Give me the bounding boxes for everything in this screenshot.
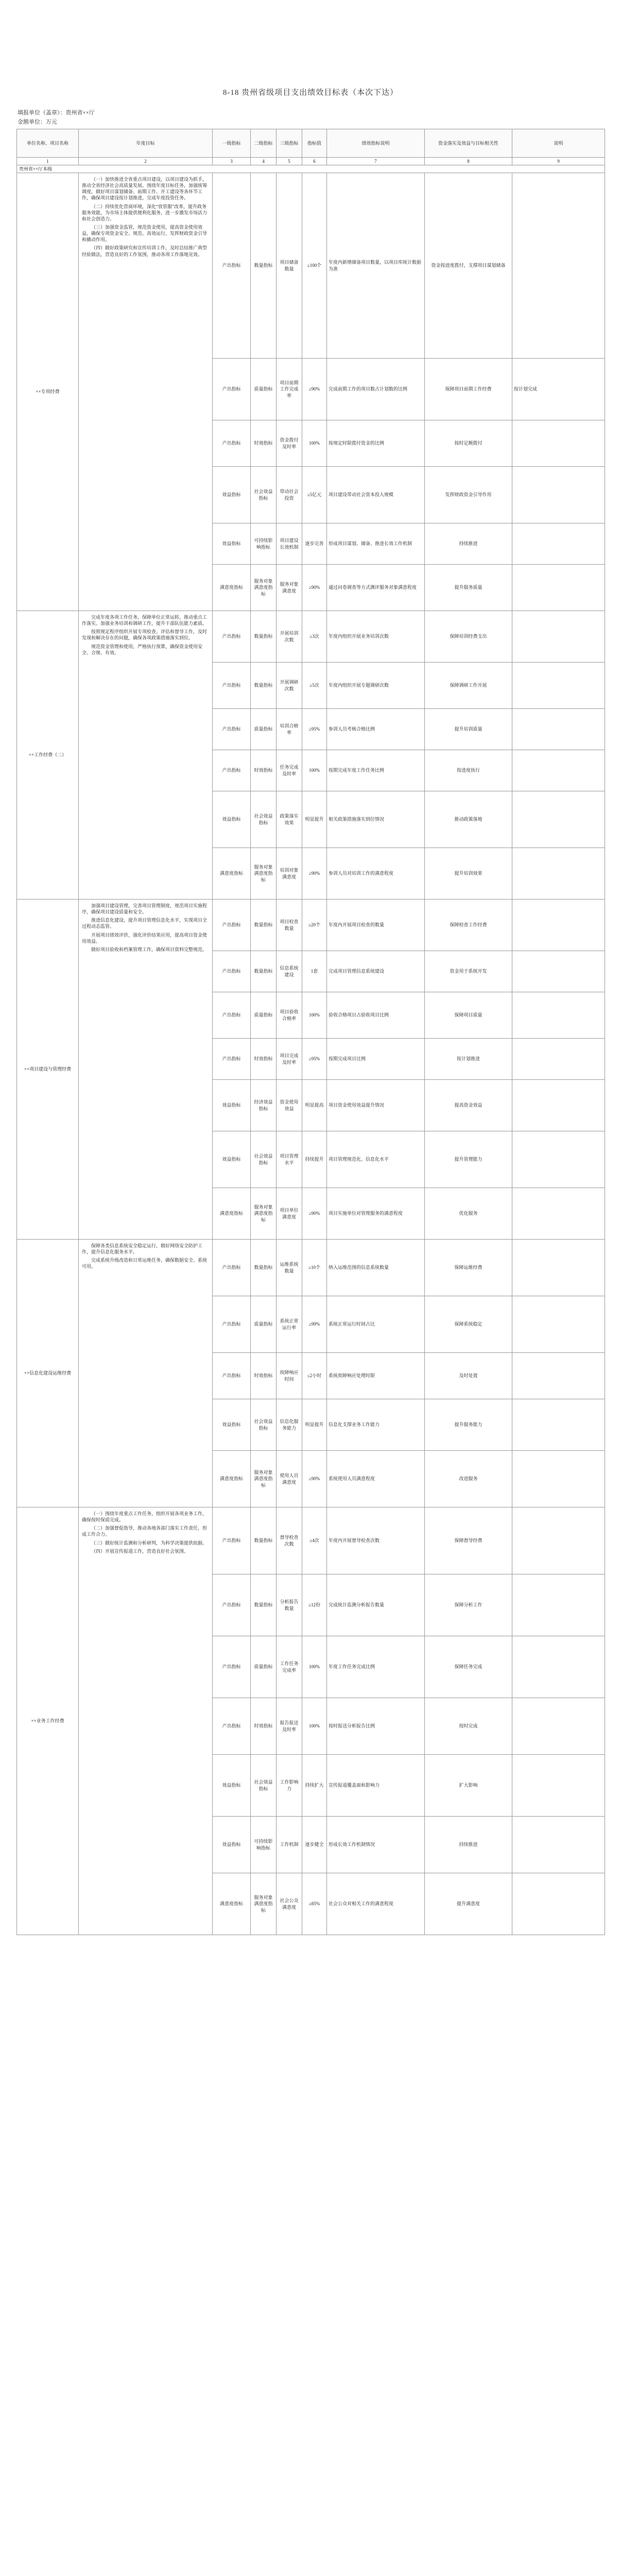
level2-indicator-cell: 数量指标 — [251, 663, 277, 709]
fund-relevance-cell: 持续推进 — [425, 1817, 512, 1873]
filling-unit: 填报单位（盖章）：贵州省××厅 — [18, 110, 95, 116]
indicator-description-cell: 年度内组织开展专题调研次数 — [327, 663, 425, 709]
indicator-description-cell: 信息化支撑业务工作能力 — [327, 1399, 425, 1451]
level1-indicator-cell: 效益指标 — [213, 791, 251, 848]
level1-indicator-cell: 产出指标 — [213, 951, 251, 992]
level1-indicator-cell: 效益指标 — [213, 1131, 251, 1188]
indicator-value-cell: 1套 — [302, 951, 327, 992]
project-name-cell: ××业务工作经费 — [17, 1507, 79, 1935]
indicator-description-cell: 纳入运维范围的信息系统数量 — [327, 1240, 425, 1296]
level2-indicator-cell: 质量指标 — [251, 359, 277, 420]
remark-cell — [512, 1698, 605, 1755]
level3-indicator-cell: 政策落实效果 — [277, 791, 302, 848]
indicator-value-cell: 100% — [302, 1698, 327, 1755]
document-title: 8-18 贵州省级项目支出绩效目标表（本次下达） — [222, 89, 399, 97]
index-cell: 2 — [79, 158, 213, 165]
level2-indicator-cell: 经济效益指标 — [251, 1080, 277, 1131]
remark-cell — [512, 1873, 605, 1935]
index-cell: 4 — [251, 158, 277, 165]
level1-indicator-cell: 满意度指标 — [213, 565, 251, 611]
indicator-description-cell: 按期完成年度工作任务比例 — [327, 750, 425, 791]
indicator-description-cell: 项目资金使用效益提升情况 — [327, 1080, 425, 1131]
fund-relevance-cell: 改进服务 — [425, 1451, 512, 1507]
level2-indicator-cell: 社会效益指标 — [251, 1755, 277, 1817]
level3-indicator-cell: 报告报送及时率 — [277, 1698, 302, 1755]
level2-indicator-cell: 质量指标 — [251, 1636, 277, 1698]
fund-relevance-cell: 按计划推进 — [425, 1039, 512, 1080]
index-cell: 8 — [425, 158, 512, 165]
indicator-value-cell: ≥85% — [302, 1873, 327, 1935]
goal-paragraph: （一）围绕年度重点工作任务，组织开展各项业务工作，确保按时保质完成。 — [82, 1511, 208, 1523]
fund-relevance-cell: 保障检查工作经费 — [425, 900, 512, 951]
amount-unit: 金额单位：万元 — [18, 119, 57, 125]
index-cell: 6 — [302, 158, 327, 165]
level2-indicator-cell: 数量指标 — [251, 900, 277, 951]
remark-cell — [512, 565, 605, 611]
table-body — [17, 173, 605, 1935]
indicator-value-cell: 持续提升 — [302, 1131, 327, 1188]
remark-cell: 按计划完成 — [512, 359, 605, 420]
table-row — [17, 1507, 605, 1574]
level2-indicator-cell: 数量指标 — [251, 611, 277, 663]
fund-relevance-cell: 发挥财政资金引导作用 — [425, 467, 512, 523]
header-cell: 说明 — [512, 129, 605, 158]
level1-indicator-cell: 产出指标 — [213, 359, 251, 420]
level3-indicator-cell: 培训合格率 — [277, 709, 302, 750]
indicator-description-cell: 通过问卷调查等方式测评服务对象满意程度 — [327, 565, 425, 611]
indicator-value-cell: ≥10个 — [302, 1240, 327, 1296]
level3-indicator-cell: 资金拨付及时率 — [277, 420, 302, 467]
remark-cell — [512, 1131, 605, 1188]
indicator-description-cell: 参训人员考核合格比例 — [327, 709, 425, 750]
fund-relevance-cell: 按进度执行 — [425, 750, 512, 791]
remark-cell — [512, 173, 605, 359]
level1-indicator-cell: 满意度指标 — [213, 1451, 251, 1507]
level2-indicator-cell: 社会效益指标 — [251, 1399, 277, 1451]
level2-indicator-cell: 数量指标 — [251, 951, 277, 992]
level1-indicator-cell: 产出指标 — [213, 611, 251, 663]
goal-paragraph: （三）加强资金监管，规范资金使用，提高资金使用效益，确保专项资金安全、规范、高效运行，发挥财政资金引导和撬动作用。 — [82, 224, 208, 243]
level3-indicator-cell: 项目管理水平 — [277, 1131, 302, 1188]
indicator-value-cell: ≥90% — [302, 848, 327, 900]
level2-indicator-cell: 服务对象满意度指标 — [251, 1188, 277, 1240]
remark-cell — [512, 1296, 605, 1353]
level3-indicator-cell: 项目建设长效机制 — [277, 523, 302, 565]
goal-paragraph: （三）做好统计监测和分析研判，为科学决策提供依据。 — [91, 1540, 208, 1546]
header-row — [17, 129, 605, 158]
level1-indicator-cell: 产出指标 — [213, 1698, 251, 1755]
remark-cell — [512, 1039, 605, 1080]
fund-relevance-cell: 按时完成 — [425, 1698, 512, 1755]
remark-cell — [512, 1240, 605, 1296]
indicator-value-cell: 逐步完善 — [302, 523, 327, 565]
level2-indicator-cell: 服务对象满意度指标 — [251, 848, 277, 900]
level3-indicator-cell: 故障响应时间 — [277, 1353, 302, 1399]
indicator-description-cell: 项目建设带动社会资本投入规模 — [327, 467, 425, 523]
header-cell: 指标值 — [302, 129, 327, 158]
level3-indicator-cell: 开展调研次数 — [277, 663, 302, 709]
level2-indicator-cell: 质量指标 — [251, 992, 277, 1039]
indicator-description-cell: 完成项目管理信息系统建设 — [327, 951, 425, 992]
level3-indicator-cell: 社会公众满意度 — [277, 1873, 302, 1935]
header-cell: 年度目标 — [79, 129, 213, 158]
index-cell: 7 — [327, 158, 425, 165]
goal-paragraph: 做好项目验收和档案管理工作，确保项目资料完整规范。 — [91, 946, 208, 952]
level2-indicator-cell: 社会效益指标 — [251, 467, 277, 523]
level2-indicator-cell: 质量指标 — [251, 1296, 277, 1353]
annual-goal-cell — [79, 1240, 213, 1507]
fund-relevance-cell: 扩大影响 — [425, 1755, 512, 1817]
remark-cell — [512, 1507, 605, 1574]
remark-cell — [512, 1817, 605, 1873]
annual-goal-cell — [79, 611, 213, 900]
indicator-description-cell: 完成前期工作的项目数占计划数的比例 — [327, 359, 425, 420]
level1-indicator-cell: 产出指标 — [213, 663, 251, 709]
index-cell: 5 — [277, 158, 302, 165]
level2-indicator-cell: 时效指标 — [251, 1698, 277, 1755]
indicator-description-cell: 年度内开展督导检查次数 — [327, 1507, 425, 1574]
level3-indicator-cell: 使用人员满意度 — [277, 1451, 302, 1507]
remark-cell — [512, 420, 605, 467]
header-cell: 资金落实及效益与目标相关性 — [425, 129, 512, 158]
remark-cell — [512, 1636, 605, 1698]
level3-indicator-cell: 资金使用效益 — [277, 1080, 302, 1131]
indicator-description-cell: 验收合格项目占验收项目比例 — [327, 992, 425, 1039]
fund-relevance-cell: 保障运维经费 — [425, 1240, 512, 1296]
index-cell: 1 — [17, 158, 79, 165]
remark-cell — [512, 467, 605, 523]
indicator-value-cell: 明显提高 — [302, 1080, 327, 1131]
indicator-description-cell: 按期完成项目比例 — [327, 1039, 425, 1080]
remark-cell — [512, 523, 605, 565]
level1-indicator-cell: 产出指标 — [213, 1507, 251, 1574]
level1-indicator-cell: 产出指标 — [213, 1636, 251, 1698]
level3-indicator-cell: 项目单位满意度 — [277, 1188, 302, 1240]
level2-indicator-cell: 数量指标 — [251, 1240, 277, 1296]
level3-indicator-cell: 任务完成及时率 — [277, 750, 302, 791]
level2-indicator-cell: 服务对象满意度指标 — [251, 1873, 277, 1935]
fund-relevance-cell: 提升管理能力 — [425, 1131, 512, 1188]
level3-indicator-cell: 工作影响力 — [277, 1755, 302, 1817]
level1-indicator-cell: 效益指标 — [213, 467, 251, 523]
indicator-value-cell: ≥95% — [302, 709, 327, 750]
level1-indicator-cell: 效益指标 — [213, 1755, 251, 1817]
fund-relevance-cell: 提高资金效益 — [425, 1080, 512, 1131]
level2-indicator-cell: 可持续影响指标 — [251, 523, 277, 565]
level1-indicator-cell: 产出指标 — [213, 1296, 251, 1353]
index-cell: 9 — [512, 158, 605, 165]
indicator-description-cell: 项目实施单位对管理服务的满意程度 — [327, 1188, 425, 1240]
fund-relevance-cell: 及时处置 — [425, 1353, 512, 1399]
level3-indicator-cell: 系统正常运行率 — [277, 1296, 302, 1353]
level1-indicator-cell: 产出指标 — [213, 750, 251, 791]
level3-indicator-cell: 带动社会投资 — [277, 467, 302, 523]
indicator-value-cell: ≥90% — [302, 1451, 327, 1507]
remark-cell — [512, 791, 605, 848]
indicator-value-cell: ≥12份 — [302, 1574, 327, 1636]
goal-paragraph: （四）开展宣传报道工作，营造良好社会氛围。 — [91, 1548, 189, 1554]
header-cell: 二级指标 — [251, 129, 277, 158]
table-row — [17, 611, 605, 663]
indicator-description-cell: 相关政策措施落实到位情况 — [327, 791, 425, 848]
level2-indicator-cell: 数量指标 — [251, 1574, 277, 1636]
level1-indicator-cell: 满意度指标 — [213, 1188, 251, 1240]
indicator-value-cell: 逐步健全 — [302, 1817, 327, 1873]
level1-indicator-cell: 产出指标 — [213, 1353, 251, 1399]
level3-indicator-cell: 信息化服务能力 — [277, 1399, 302, 1451]
indicator-value-cell: 100% — [302, 1636, 327, 1698]
indicator-value-cell: 100% — [302, 420, 327, 467]
level3-indicator-cell: 信息系统建设 — [277, 951, 302, 992]
header-cell: 一级指标 — [213, 129, 251, 158]
fund-relevance-cell: 优化服务 — [425, 1188, 512, 1240]
indicator-value-cell: ≤2小时 — [302, 1353, 327, 1399]
remark-cell — [512, 750, 605, 791]
indicator-value-cell: ≥5亿元 — [302, 467, 327, 523]
level2-indicator-cell: 社会效益指标 — [251, 791, 277, 848]
level2-indicator-cell: 时效指标 — [251, 1353, 277, 1399]
level1-indicator-cell: 产出指标 — [213, 1574, 251, 1636]
annual-goal-cell — [79, 173, 213, 611]
indicator-description-cell: 年度工作任务完成比例 — [327, 1636, 425, 1698]
fund-relevance-cell: 保障调研工作开展 — [425, 663, 512, 709]
remark-cell — [512, 611, 605, 663]
fund-relevance-cell: 按时足额拨付 — [425, 420, 512, 467]
level1-indicator-cell: 效益指标 — [213, 523, 251, 565]
level1-indicator-cell: 产出指标 — [213, 992, 251, 1039]
fund-relevance-cell: 提升培训质量 — [425, 709, 512, 750]
indicator-description-cell: 项目管理规范化、信息化水平 — [327, 1131, 425, 1188]
indicator-description-cell: 社会公众对相关工作的满意程度 — [327, 1873, 425, 1935]
level1-indicator-cell: 满意度指标 — [213, 848, 251, 900]
level2-indicator-cell: 时效指标 — [251, 420, 277, 467]
indicator-description-cell: 年度内新增储备项目数量，以项目库统计数据为准 — [327, 173, 425, 359]
level1-indicator-cell: 产出指标 — [213, 420, 251, 467]
level1-indicator-cell: 效益指标 — [213, 1399, 251, 1451]
goal-paragraph: 规范资金管理和使用，严格执行预算，确保资金使用安全、合规、有效。 — [82, 643, 203, 655]
table-row — [17, 1240, 605, 1296]
level3-indicator-cell: 工作机制 — [277, 1817, 302, 1873]
remark-cell — [512, 951, 605, 992]
fund-relevance-cell: 保障任务完成 — [425, 1636, 512, 1698]
fund-relevance-cell: 保障系统稳定 — [425, 1296, 512, 1353]
goal-paragraph: （四）做好政策研究和宣传培训工作，及时总结推广典型经验做法，营造良好的工作氛围，推动各项工作落地见效。 — [82, 245, 208, 257]
fund-relevance-cell: 保障项目质量 — [425, 992, 512, 1039]
level1-indicator-cell: 效益指标 — [213, 1080, 251, 1131]
indicator-value-cell: 100% — [302, 992, 327, 1039]
section-row — [17, 165, 605, 173]
indicator-description-cell: 按时报送分析报告比例 — [327, 1698, 425, 1755]
level1-indicator-cell: 效益指标 — [213, 1817, 251, 1873]
goal-paragraph: （二）持续优化营商环境，深化“放管服”改革，提升政务服务效能，为市场主体提供便利化服务，进一步激发市场活力和社会创造力。 — [82, 204, 208, 222]
section-label: 贵州省××厅本级 — [17, 165, 605, 173]
fund-relevance-cell: 资金按进度拨付，支撑项目谋划储备 — [425, 173, 512, 359]
fund-relevance-cell: 保障督导经费 — [425, 1507, 512, 1574]
indicator-value-cell: 100% — [302, 750, 327, 791]
goal-paragraph: 完成系统升级改造和日常运维任务，确保数据安全、系统可用。 — [82, 1258, 208, 1269]
project-name-cell: ××专项经费 — [17, 173, 79, 611]
indicator-value-cell: 持续扩大 — [302, 1755, 327, 1817]
level3-indicator-cell: 项目检查数量 — [277, 900, 302, 951]
table-row — [17, 900, 605, 951]
indicator-description-cell: 宣传报道覆盖面和影响力 — [327, 1755, 425, 1817]
project-name-cell: ××项目建设与管理经费 — [17, 900, 79, 1240]
indicator-description-cell: 完成统计监测分析报告数量 — [327, 1574, 425, 1636]
indicator-value-cell: ≥95% — [302, 1039, 327, 1080]
remark-cell — [512, 709, 605, 750]
level3-indicator-cell: 开展培训次数 — [277, 611, 302, 663]
indicator-description-cell: 系统故障响应处理时限 — [327, 1353, 425, 1399]
level3-indicator-cell: 运维系统数量 — [277, 1240, 302, 1296]
level2-indicator-cell: 社会效益指标 — [251, 1131, 277, 1188]
goal-paragraph: 加强项目建设管理，完善项目管理制度，规范项目实施程序，确保项目建设质量和安全。 — [82, 903, 208, 915]
fund-relevance-cell: 提升服务质量 — [425, 565, 512, 611]
level3-indicator-cell: 项目前期工作完成率 — [277, 359, 302, 420]
fund-relevance-cell: 持续推进 — [425, 523, 512, 565]
indicator-description-cell: 系统正常运行时间占比 — [327, 1296, 425, 1353]
remark-cell — [512, 848, 605, 900]
level2-indicator-cell: 可持续影响指标 — [251, 1817, 277, 1873]
level1-indicator-cell: 产出指标 — [213, 1240, 251, 1296]
remark-cell — [512, 1399, 605, 1451]
remark-cell — [512, 900, 605, 951]
indicator-description-cell: 年度内开展项目检查的数量 — [327, 900, 425, 951]
indicator-value-cell: ≥100个 — [302, 173, 327, 359]
level1-indicator-cell: 产出指标 — [213, 900, 251, 951]
level3-indicator-cell: 分析报告数量 — [277, 1574, 302, 1636]
level2-indicator-cell: 数量指标 — [251, 1507, 277, 1574]
fund-relevance-cell: 推动政策落地 — [425, 791, 512, 848]
goal-paragraph: （二）加强督促指导，推动各地各部门落实工作责任，形成工作合力。 — [82, 1526, 208, 1537]
remark-cell — [512, 1188, 605, 1240]
indicator-description-cell: 参训人员对培训工作的满意程度 — [327, 848, 425, 900]
level3-indicator-cell: 工作任务完成率 — [277, 1636, 302, 1698]
indicator-description-cell: 形成项目谋划、储备、推进长效工作机制 — [327, 523, 425, 565]
level3-indicator-cell: 项目验收合格率 — [277, 992, 302, 1039]
level2-indicator-cell: 质量指标 — [251, 709, 277, 750]
indicator-value-cell: ≥3次 — [302, 611, 327, 663]
header-cell: 绩效指标说明 — [327, 129, 425, 158]
indicator-value-cell: ≥4次 — [302, 1507, 327, 1574]
project-name-cell: ××工作经费（二） — [17, 611, 79, 900]
annual-goal-cell — [79, 1507, 213, 1935]
level3-indicator-cell: 培训对象满意度 — [277, 848, 302, 900]
indicator-value-cell: ≥90% — [302, 359, 327, 420]
fund-relevance-cell: 提升满意度 — [425, 1873, 512, 1935]
level3-indicator-cell: 督导检查次数 — [277, 1507, 302, 1574]
table-row — [17, 173, 605, 359]
indicator-value-cell: ≥99% — [302, 1296, 327, 1353]
remark-cell — [512, 1574, 605, 1636]
indicator-value-cell: 明显提升 — [302, 791, 327, 848]
index-row — [17, 158, 605, 165]
fund-relevance-cell: 保障培训经费支出 — [425, 611, 512, 663]
project-name-cell: ××信息化建设运维经费 — [17, 1240, 79, 1507]
remark-cell — [512, 1755, 605, 1817]
indicator-description-cell: 系统使用人员满意程度 — [327, 1451, 425, 1507]
remark-cell — [512, 992, 605, 1039]
indicator-value-cell: ≥90% — [302, 565, 327, 611]
header-cell: 单位名称、项目名称 — [17, 129, 79, 158]
fund-relevance-cell: 资金用于系统开发 — [425, 951, 512, 992]
header-cell: 三级指标 — [277, 129, 302, 158]
level2-indicator-cell: 数量指标 — [251, 173, 277, 359]
goal-paragraph: （一）加快推进全省重点项目建设，以项目建设为抓手，推动全省经济社会高质量发展。围绕年度目标任务，加强统筹调度，做好项目谋划储备、前期工作、开工建设等各环节工作，确保项目建设按计划推进，完成年度投资任务。 — [82, 177, 208, 201]
indicator-value-cell: ≥5次 — [302, 663, 327, 709]
goal-paragraph: 按照规定程序组织开展专项检查、评估和督导工作，及时发现和解决存在的问题，确保各项政策措施落实到位。 — [82, 629, 208, 641]
remark-cell — [512, 1451, 605, 1507]
fund-relevance-cell: 提升培训效果 — [425, 848, 512, 900]
indicator-value-cell: ≥20个 — [302, 900, 327, 951]
level2-indicator-cell: 时效指标 — [251, 1039, 277, 1080]
remark-cell — [512, 663, 605, 709]
indicator-description-cell: 按规定时限拨付资金的比例 — [327, 420, 425, 467]
performance-target-table — [16, 129, 605, 1935]
indicator-description-cell: 年度内组织开展业务培训次数 — [327, 611, 425, 663]
level2-indicator-cell: 时效指标 — [251, 750, 277, 791]
indicator-value-cell: ≥90% — [302, 1188, 327, 1240]
level1-indicator-cell: 满意度指标 — [213, 1873, 251, 1935]
goal-paragraph: 推进信息化建设，提升项目管理信息化水平，实现项目全过程动态监管。 — [82, 918, 208, 929]
goal-paragraph: 完成年度各项工作任务，保障单位正常运转，推动重点工作落实。加强业务培训和调研工作，提升干部队伍能力素质。 — [82, 615, 208, 626]
remark-cell — [512, 1353, 605, 1399]
goal-paragraph: 保障各类信息系统安全稳定运行，做好网络安全防护工作，提升信息化服务水平。 — [82, 1243, 203, 1255]
level2-indicator-cell: 服务对象满意度指标 — [251, 1451, 277, 1507]
level1-indicator-cell: 产出指标 — [213, 1039, 251, 1080]
level1-indicator-cell: 产出指标 — [213, 709, 251, 750]
fund-relevance-cell: 提升服务能力 — [425, 1399, 512, 1451]
level2-indicator-cell: 服务对象满意度指标 — [251, 565, 277, 611]
indicator-description-cell: 形成长效工作机制情况 — [327, 1817, 425, 1873]
remark-cell — [512, 1080, 605, 1131]
index-cell: 3 — [213, 158, 251, 165]
level3-indicator-cell: 项目完成及时率 — [277, 1039, 302, 1080]
goal-paragraph: 开展项目绩效评价，强化评价结果应用，提高项目资金使用效益。 — [82, 932, 208, 944]
level3-indicator-cell: 服务对象满意度 — [277, 565, 302, 611]
fund-relevance-cell: 保障项目前期工作经费 — [425, 359, 512, 420]
indicator-value-cell: 明显提升 — [302, 1399, 327, 1451]
level3-indicator-cell: 项目储备数量 — [277, 173, 302, 359]
annual-goal-cell — [79, 900, 213, 1240]
level1-indicator-cell: 产出指标 — [213, 173, 251, 359]
fund-relevance-cell: 保障分析工作 — [425, 1574, 512, 1636]
